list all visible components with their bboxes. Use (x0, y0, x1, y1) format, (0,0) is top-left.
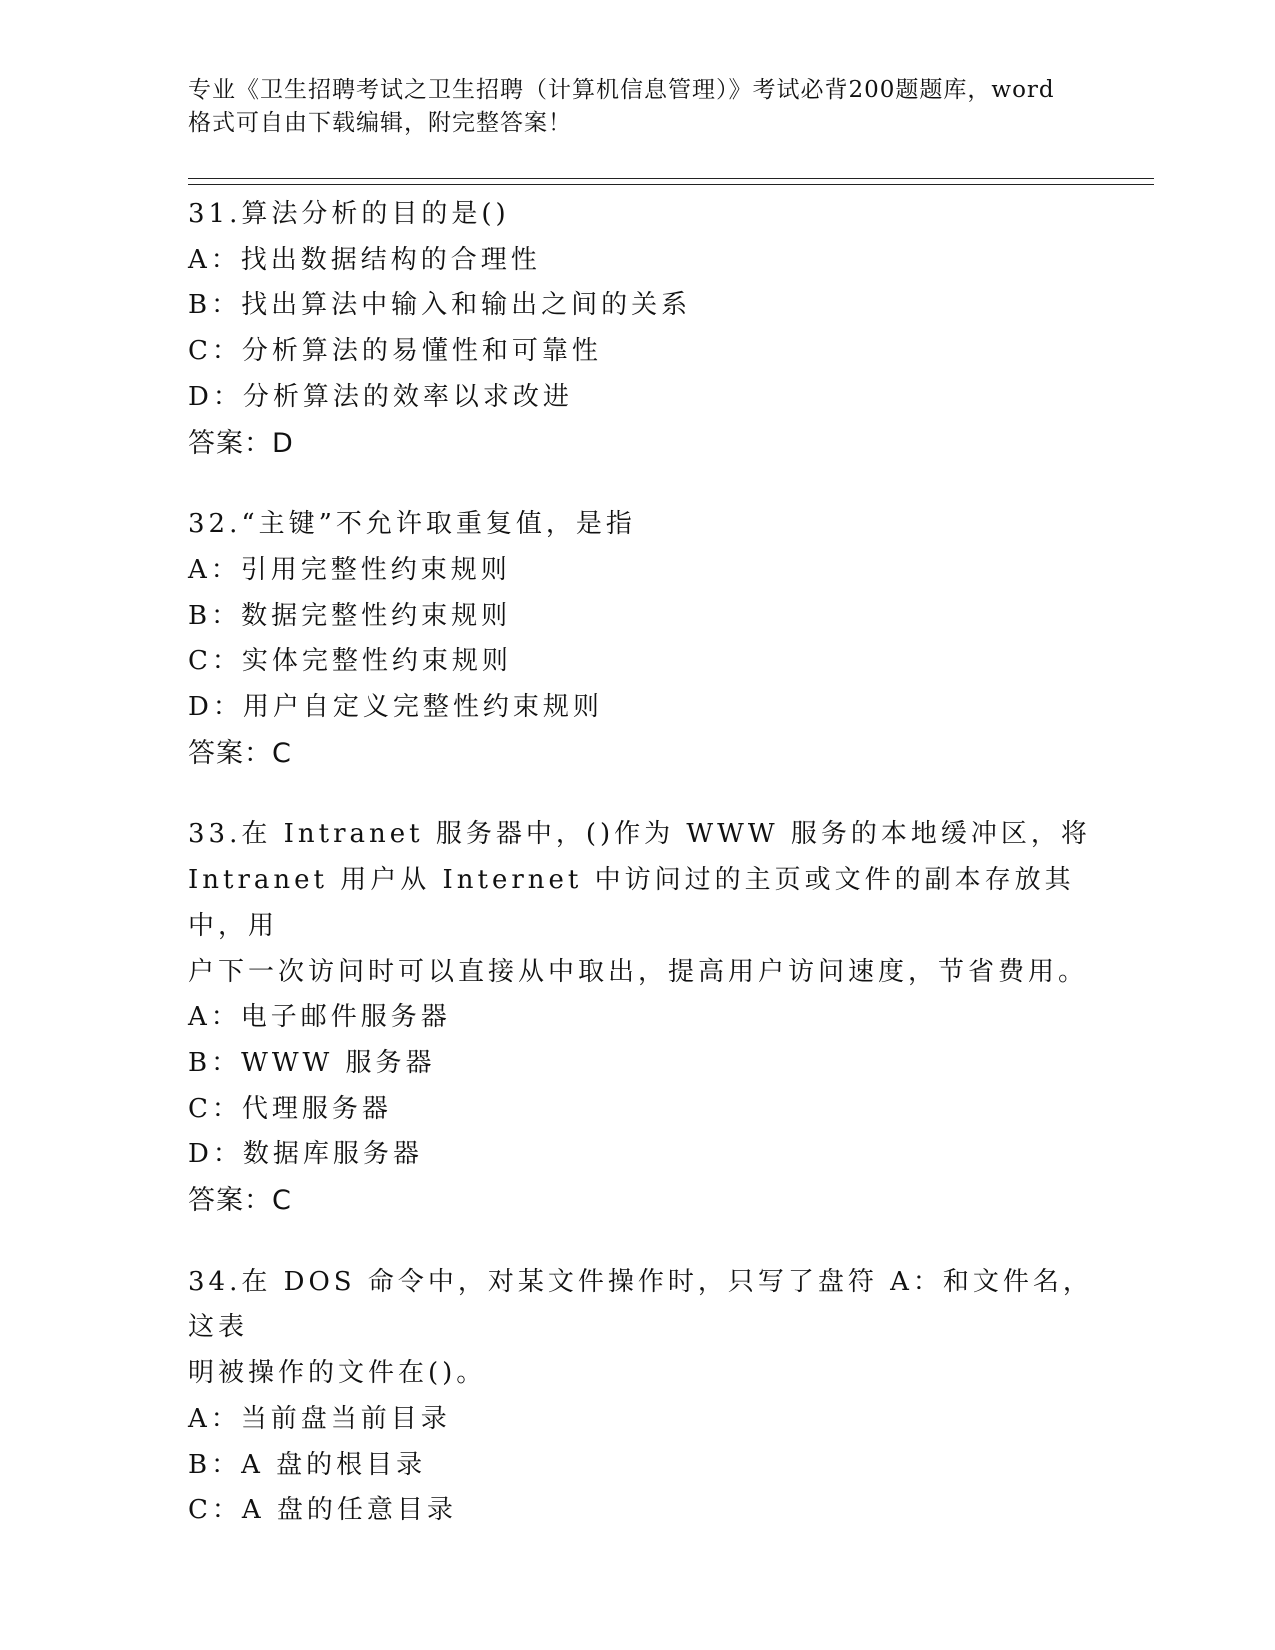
option-c: C：分析算法的易懂性和可靠性 (188, 336, 602, 367)
option-b: B：找出算法中输入和输出之间的关系 (188, 290, 692, 321)
header-line: 格式可自由下载编辑，附完整答案！ (188, 110, 572, 136)
question-stem: 32.“主键”不允许取重复值，是指 (188, 509, 636, 540)
question-stem: 明被操作的文件在()。 (188, 1358, 487, 1389)
question-list (188, 192, 1108, 1570)
question-33 (188, 812, 1108, 1223)
option-c: C：A 盘的任意目录 (188, 1495, 457, 1526)
header-divider (188, 178, 1154, 179)
answer-key: 答案：C (188, 737, 292, 769)
option-d: D：用户自定义完整性约束规则 (188, 692, 603, 723)
document-header (188, 74, 1088, 140)
option-b: B：WWW 服务器 (188, 1047, 436, 1078)
answer-key: 答案：D (188, 427, 294, 459)
option-c: C：代理服务器 (188, 1093, 392, 1124)
question-stem: 户下一次访问时可以直接从中取出，提高用户访问速度，节省费用。 (188, 956, 1089, 987)
option-a: A：引用完整性约束规则 (188, 554, 511, 585)
question-stem: Intranet 用户从 Internet 中访问过的主页或文件的副本存放其中，用 (188, 865, 1075, 941)
option-d: D：分析算法的效率以求改进 (188, 381, 573, 412)
question-stem: 31.算法分析的目的是() (188, 199, 510, 229)
header-divider (188, 184, 1154, 185)
question-34 (188, 1260, 1108, 1534)
header-line: 专业《卫生招聘考试之卫生招聘（计算机信息管理）》考试必背200题题库，word (188, 77, 1055, 103)
option-b: B：A 盘的根目录 (188, 1449, 427, 1480)
option-d: D：数据库服务器 (188, 1139, 423, 1170)
question-stem: 34.在 DOS 命令中，对某文件操作时，只写了盘符 A：和文件名，这表 (188, 1266, 1093, 1343)
option-c: C：实体完整性约束规则 (188, 646, 512, 677)
answer-key: 答案：C (188, 1185, 292, 1217)
option-a: A：找出数据结构的合理性 (188, 244, 541, 275)
question-stem: 33.在 Intranet 服务器中，()作为 WWW 服务的本地缓冲区，将 (188, 819, 1091, 850)
option-a: A：电子邮件服务器 (188, 1002, 451, 1033)
question-31 (188, 192, 1108, 466)
question-32 (188, 502, 1108, 776)
option-b: B：数据完整性约束规则 (188, 600, 512, 631)
option-a: A：当前盘当前目录 (188, 1403, 451, 1434)
